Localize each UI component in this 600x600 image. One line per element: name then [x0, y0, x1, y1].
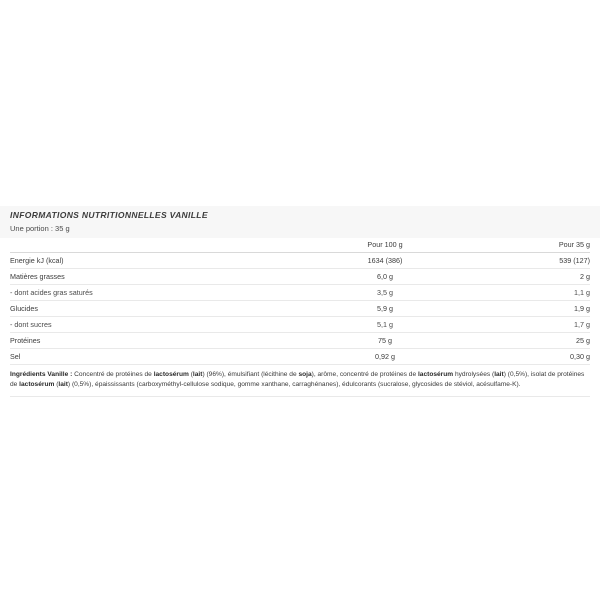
column-header-per-35g: Pour 35 g: [460, 238, 590, 253]
row-value-per-35g: 25 g: [460, 333, 590, 349]
row-value-per-100g: 75 g: [310, 333, 460, 349]
row-value-per-35g: 1,7 g: [460, 317, 590, 333]
ingredients-block: [10, 365, 590, 397]
portion-text: Une portion : 35 g: [0, 223, 600, 238]
ingredients-text: Concentré de protéines de lactosérum (lait) (96%), émulsifiant (lécithine de soja), arôme, concentré de protéines de lactosérum hydrolysées (lait) (0,5%), isolat de protéines de lactosérum (lait) (0,5%), épaississants (carboxyméthyl-cellulose sodique, gomme xanthane, carraghénanes), édulcorants (sucralose, glycosides de stéviol, acésulfame-K).: [10, 371, 585, 388]
table-row: [10, 301, 590, 317]
table-row: [10, 253, 590, 269]
row-label: - dont acides gras saturés: [10, 285, 310, 301]
table-row: [10, 285, 590, 301]
row-label: Sel: [10, 349, 310, 365]
ingredients-heading: Ingrédients Vanille :: [10, 371, 73, 378]
table-row: [10, 269, 590, 285]
row-value-per-100g: 5,1 g: [310, 317, 460, 333]
row-value-per-100g: 5,9 g: [310, 301, 460, 317]
row-label: Glucides: [10, 301, 310, 317]
table-header-row: [10, 238, 590, 253]
column-header-label: [10, 238, 310, 253]
table-row: [10, 349, 590, 365]
page-title: INFORMATIONS NUTRITIONNELLES VANILLE: [0, 206, 600, 223]
row-value-per-100g: 3,5 g: [310, 285, 460, 301]
row-label: Matières grasses: [10, 269, 310, 285]
row-value-per-35g: 1,1 g: [460, 285, 590, 301]
row-label: Protéines: [10, 333, 310, 349]
column-header-per-100g: Pour 100 g: [310, 238, 460, 253]
row-label: Energie kJ (kcal): [10, 253, 310, 269]
row-value-per-100g: 6,0 g: [310, 269, 460, 285]
row-value-per-35g: 1,9 g: [460, 301, 590, 317]
table-row: [10, 333, 590, 349]
row-value-per-100g: 1634 (386): [310, 253, 460, 269]
row-value-per-35g: 539 (127): [460, 253, 590, 269]
table-row: [10, 317, 590, 333]
nutrition-table: [10, 238, 590, 365]
row-value-per-100g: 0,92 g: [310, 349, 460, 365]
row-value-per-35g: 0,30 g: [460, 349, 590, 365]
row-value-per-35g: 2 g: [460, 269, 590, 285]
nutrition-sheet: [0, 206, 600, 397]
row-label: - dont sucres: [10, 317, 310, 333]
